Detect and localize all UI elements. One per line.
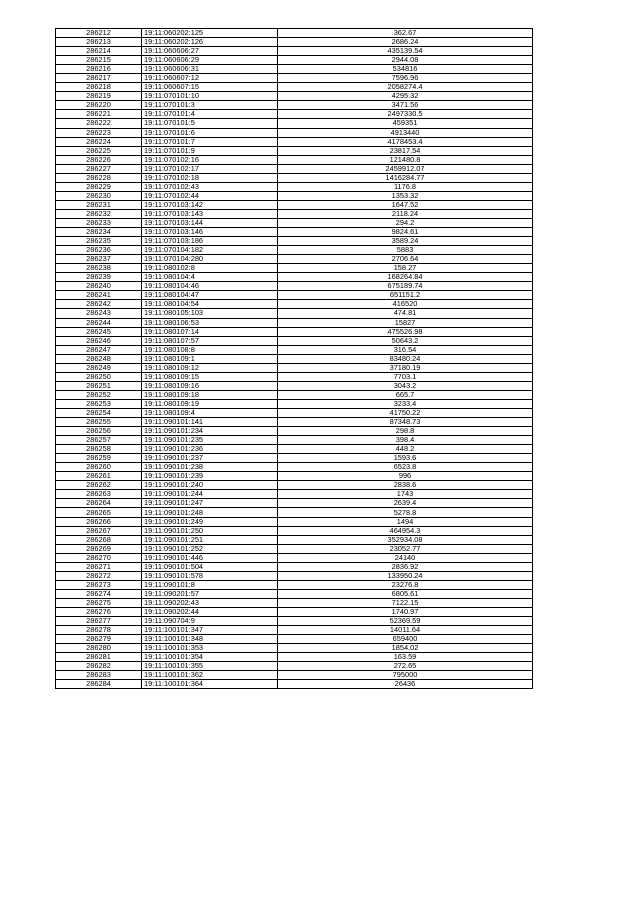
cadastral-number-cell: 19:11:090101:238 — [142, 463, 278, 472]
cadastral-number-cell: 19:11:090101:248 — [142, 508, 278, 517]
value-cell: 14011.64 — [278, 626, 533, 635]
table-row — [56, 273, 533, 282]
value-cell: 163.59 — [278, 653, 533, 662]
value-cell: 3589.24 — [278, 237, 533, 246]
cadastral-number-cell: 19:11:090101:8 — [142, 580, 278, 589]
value-cell: 5883 — [278, 246, 533, 255]
table-row — [56, 65, 533, 74]
row-id-cell: 286245 — [56, 327, 142, 336]
value-cell: 2838.6 — [278, 481, 533, 490]
value-cell: 5278.8 — [278, 508, 533, 517]
row-id-cell: 286253 — [56, 399, 142, 408]
cadastral-number-cell: 19:11:070103:186 — [142, 237, 278, 246]
row-id-cell: 286233 — [56, 218, 142, 227]
cadastral-number-cell: 19:11:090101:578 — [142, 571, 278, 580]
cadastral-number-cell: 19:11:100101:362 — [142, 671, 278, 680]
row-id-cell: 286275 — [56, 598, 142, 607]
table-row — [56, 237, 533, 246]
value-cell: 2118.24 — [278, 209, 533, 218]
table-row — [56, 608, 533, 617]
cadastral-number-cell: 19:11:070101:9 — [142, 146, 278, 155]
value-cell: 24140 — [278, 553, 533, 562]
cadastral-number-cell: 19:11:070103:142 — [142, 200, 278, 209]
row-id-cell: 286280 — [56, 644, 142, 653]
table-row — [56, 589, 533, 598]
table-row — [56, 128, 533, 137]
value-cell: 7703.1 — [278, 372, 533, 381]
row-id-cell: 286222 — [56, 119, 142, 128]
row-id-cell: 286235 — [56, 237, 142, 246]
row-id-cell: 286250 — [56, 372, 142, 381]
table-row — [56, 246, 533, 255]
table-row — [56, 372, 533, 381]
table-row — [56, 644, 533, 653]
table-row — [56, 499, 533, 508]
value-cell: 2706.64 — [278, 255, 533, 264]
row-id-cell: 286281 — [56, 653, 142, 662]
value-cell: 659400 — [278, 635, 533, 644]
cadastral-number-cell: 19:11:100101:347 — [142, 626, 278, 635]
cadastral-number-cell: 19:11:070101:7 — [142, 137, 278, 146]
row-id-cell: 286220 — [56, 101, 142, 110]
row-id-cell: 286267 — [56, 526, 142, 535]
table-row — [56, 381, 533, 390]
table-row — [56, 408, 533, 417]
row-id-cell: 286273 — [56, 580, 142, 589]
value-cell: 4295.32 — [278, 92, 533, 101]
value-cell: 2686.24 — [278, 38, 533, 47]
cadastral-number-cell: 19:11:090101:504 — [142, 562, 278, 571]
table-row — [56, 680, 533, 689]
cadastral-number-cell: 19:11:080109:12 — [142, 363, 278, 372]
row-id-cell: 286251 — [56, 381, 142, 390]
row-id-cell: 286256 — [56, 427, 142, 436]
table-row — [56, 427, 533, 436]
value-cell: 133950.24 — [278, 571, 533, 580]
row-id-cell: 286231 — [56, 200, 142, 209]
cadastral-number-cell: 19:11:080108:8 — [142, 345, 278, 354]
row-id-cell: 286247 — [56, 345, 142, 354]
value-cell: 7122.15 — [278, 598, 533, 607]
table-row — [56, 38, 533, 47]
cadastral-number-cell: 19:11:090101:250 — [142, 526, 278, 535]
row-id-cell: 286261 — [56, 472, 142, 481]
table-row — [56, 92, 533, 101]
cadastral-number-cell: 19:11:090101:446 — [142, 553, 278, 562]
cadastral-number-cell: 19:11:060607:15 — [142, 83, 278, 92]
table-row — [56, 508, 533, 517]
table-row — [56, 535, 533, 544]
table-row — [56, 56, 533, 65]
value-cell: 2058274.4 — [278, 83, 533, 92]
cadastral-number-cell: 19:11:070101:5 — [142, 119, 278, 128]
row-id-cell: 286260 — [56, 463, 142, 472]
cadastral-number-cell: 19:11:090101:240 — [142, 481, 278, 490]
value-cell: 475526.98 — [278, 327, 533, 336]
table-row — [56, 354, 533, 363]
table-row — [56, 309, 533, 318]
value-cell: 6805.61 — [278, 589, 533, 598]
value-cell: 996 — [278, 472, 533, 481]
cadastral-number-cell: 19:11:090101:235 — [142, 436, 278, 445]
cadastral-number-cell: 19:11:090704:9 — [142, 617, 278, 626]
value-cell: 1494 — [278, 517, 533, 526]
row-id-cell: 286254 — [56, 408, 142, 417]
value-cell: 435139.54 — [278, 47, 533, 56]
value-cell: 294.2 — [278, 218, 533, 227]
table-row — [56, 291, 533, 300]
value-cell: 1353.32 — [278, 191, 533, 200]
table-row — [56, 110, 533, 119]
cadastral-number-cell: 19:11:090202:44 — [142, 608, 278, 617]
cadastral-number-cell: 19:11:080107:14 — [142, 327, 278, 336]
cadastral-number-cell: 19:11:070102:44 — [142, 191, 278, 200]
table-row — [56, 526, 533, 535]
value-cell: 4913440 — [278, 128, 533, 137]
cadastral-number-cell: 19:11:080106:53 — [142, 318, 278, 327]
value-cell: 9824.61 — [278, 228, 533, 237]
value-cell: 2639.4 — [278, 499, 533, 508]
row-id-cell: 286249 — [56, 363, 142, 372]
table-row — [56, 580, 533, 589]
table-row — [56, 598, 533, 607]
table-row — [56, 617, 533, 626]
value-cell: 1176.8 — [278, 182, 533, 191]
table-row — [56, 445, 533, 454]
row-id-cell: 286271 — [56, 562, 142, 571]
table-row — [56, 390, 533, 399]
table-row — [56, 29, 533, 38]
value-cell: 7596.96 — [278, 74, 533, 83]
row-id-cell: 286227 — [56, 164, 142, 173]
cadastral-number-cell: 19:11:090101:249 — [142, 517, 278, 526]
value-cell: 398.4 — [278, 436, 533, 445]
cadastral-number-cell: 19:11:060606:27 — [142, 47, 278, 56]
table-row — [56, 155, 533, 164]
value-cell: 158.27 — [278, 264, 533, 273]
value-cell: 23817.54 — [278, 146, 533, 155]
cadastral-number-cell: 19:11:070101:3 — [142, 101, 278, 110]
cadastral-number-cell: 19:11:080102:8 — [142, 264, 278, 273]
row-id-cell: 286263 — [56, 490, 142, 499]
table-body — [56, 29, 533, 689]
value-cell: 795000 — [278, 671, 533, 680]
value-cell: 1647.52 — [278, 200, 533, 209]
table-row — [56, 399, 533, 408]
row-id-cell: 286238 — [56, 264, 142, 273]
table-row — [56, 146, 533, 155]
row-id-cell: 286265 — [56, 508, 142, 517]
cadastral-number-cell: 19:11:090202:43 — [142, 598, 278, 607]
cadastral-number-cell: 19:11:080104:46 — [142, 282, 278, 291]
row-id-cell: 286257 — [56, 436, 142, 445]
row-id-cell: 286279 — [56, 635, 142, 644]
row-id-cell: 286224 — [56, 137, 142, 146]
row-id-cell: 286228 — [56, 173, 142, 182]
cadastral-number-cell: 19:11:090101:244 — [142, 490, 278, 499]
value-cell: 362.67 — [278, 29, 533, 38]
cadastral-number-cell: 19:11:070103:144 — [142, 218, 278, 227]
value-cell: 448.2 — [278, 445, 533, 454]
data-table — [55, 28, 533, 689]
cadastral-number-cell: 19:11:080109:15 — [142, 372, 278, 381]
table-row — [56, 255, 533, 264]
table-row — [56, 137, 533, 146]
value-cell: 534816 — [278, 65, 533, 74]
row-id-cell: 286276 — [56, 608, 142, 617]
table-row — [56, 173, 533, 182]
row-id-cell: 286225 — [56, 146, 142, 155]
row-id-cell: 286242 — [56, 300, 142, 309]
value-cell: 272.65 — [278, 662, 533, 671]
value-cell: 2497330.5 — [278, 110, 533, 119]
cadastral-number-cell: 19:11:070101:10 — [142, 92, 278, 101]
cadastral-number-cell: 19:11:090101:251 — [142, 535, 278, 544]
cadastral-number-cell: 19:11:080104:54 — [142, 300, 278, 309]
value-cell: 3471.56 — [278, 101, 533, 110]
cadastral-number-cell: 19:11:070102:43 — [142, 182, 278, 191]
value-cell: 2459912.07 — [278, 164, 533, 173]
cadastral-number-cell: 19:11:080109:1 — [142, 354, 278, 363]
row-id-cell: 286248 — [56, 354, 142, 363]
table-row — [56, 544, 533, 553]
table-row — [56, 345, 533, 354]
cadastral-number-cell: 19:11:090201:57 — [142, 589, 278, 598]
value-cell: 15827 — [278, 318, 533, 327]
table-row — [56, 47, 533, 56]
table-row — [56, 481, 533, 490]
table-row — [56, 327, 533, 336]
row-id-cell: 286268 — [56, 535, 142, 544]
row-id-cell: 286229 — [56, 182, 142, 191]
row-id-cell: 286266 — [56, 517, 142, 526]
cadastral-number-cell: 19:11:080104:4 — [142, 273, 278, 282]
value-cell: 26436 — [278, 680, 533, 689]
cadastral-number-cell: 19:11:090101:247 — [142, 499, 278, 508]
table-row — [56, 562, 533, 571]
table-row — [56, 74, 533, 83]
value-cell: 2944.08 — [278, 56, 533, 65]
row-id-cell: 286218 — [56, 83, 142, 92]
cadastral-number-cell: 19:11:100101:354 — [142, 653, 278, 662]
cadastral-number-cell: 19:11:100101:355 — [142, 662, 278, 671]
table-row — [56, 300, 533, 309]
table-row — [56, 101, 533, 110]
row-id-cell: 286258 — [56, 445, 142, 454]
cadastral-number-cell: 19:11:060606:29 — [142, 56, 278, 65]
row-id-cell: 286264 — [56, 499, 142, 508]
table-row — [56, 671, 533, 680]
cadastral-number-cell: 19:11:080105:103 — [142, 309, 278, 318]
value-cell: 416520 — [278, 300, 533, 309]
row-id-cell: 286243 — [56, 309, 142, 318]
value-cell: 87348.73 — [278, 418, 533, 427]
table-row — [56, 182, 533, 191]
value-cell: 3233.4 — [278, 399, 533, 408]
table-row — [56, 318, 533, 327]
value-cell: 459351 — [278, 119, 533, 128]
row-id-cell: 286277 — [56, 617, 142, 626]
cadastral-number-cell: 19:11:080109:19 — [142, 399, 278, 408]
row-id-cell: 286237 — [56, 255, 142, 264]
value-cell: 675189.74 — [278, 282, 533, 291]
cadastral-number-cell: 19:11:060606:31 — [142, 65, 278, 74]
row-id-cell: 286283 — [56, 671, 142, 680]
value-cell: 1593.6 — [278, 454, 533, 463]
table-row — [56, 164, 533, 173]
cadastral-number-cell: 19:11:070103:146 — [142, 228, 278, 237]
row-id-cell: 286214 — [56, 47, 142, 56]
table-row — [56, 336, 533, 345]
cadastral-number-cell: 19:11:080104:47 — [142, 291, 278, 300]
row-id-cell: 286216 — [56, 65, 142, 74]
table-row — [56, 553, 533, 562]
row-id-cell: 286219 — [56, 92, 142, 101]
value-cell: 23276.8 — [278, 580, 533, 589]
row-id-cell: 286278 — [56, 626, 142, 635]
value-cell: 168264.84 — [278, 273, 533, 282]
value-cell: 298.8 — [278, 427, 533, 436]
table-row — [56, 83, 533, 92]
row-id-cell: 286212 — [56, 29, 142, 38]
cadastral-number-cell: 19:11:080109:16 — [142, 381, 278, 390]
row-id-cell: 286240 — [56, 282, 142, 291]
cadastral-number-cell: 19:11:090101:141 — [142, 418, 278, 427]
cadastral-number-cell: 19:11:080109:18 — [142, 390, 278, 399]
table-row — [56, 463, 533, 472]
row-id-cell: 286246 — [56, 336, 142, 345]
row-id-cell: 286226 — [56, 155, 142, 164]
value-cell: 50643.2 — [278, 336, 533, 345]
table-row — [56, 418, 533, 427]
value-cell: 2836.92 — [278, 562, 533, 571]
table-row — [56, 436, 533, 445]
table-row — [56, 517, 533, 526]
cadastral-number-cell: 19:11:080107:57 — [142, 336, 278, 345]
table-row — [56, 209, 533, 218]
row-id-cell: 286284 — [56, 680, 142, 689]
value-cell: 41750.22 — [278, 408, 533, 417]
cadastral-number-cell: 19:11:070101:4 — [142, 110, 278, 119]
value-cell: 52369.59 — [278, 617, 533, 626]
row-id-cell: 286269 — [56, 544, 142, 553]
value-cell: 121480.8 — [278, 155, 533, 164]
row-id-cell: 286252 — [56, 390, 142, 399]
cadastral-number-cell: 19:11:100101:348 — [142, 635, 278, 644]
cadastral-number-cell: 19:11:070103:143 — [142, 209, 278, 218]
row-id-cell: 286230 — [56, 191, 142, 200]
table-row — [56, 200, 533, 209]
cadastral-number-cell: 19:11:060202:125 — [142, 29, 278, 38]
row-id-cell: 286232 — [56, 209, 142, 218]
value-cell: 37180.19 — [278, 363, 533, 372]
row-id-cell: 286236 — [56, 246, 142, 255]
value-cell: 316.54 — [278, 345, 533, 354]
cadastral-number-cell: 19:11:070101:6 — [142, 128, 278, 137]
cadastral-number-cell: 19:11:070104:280 — [142, 255, 278, 264]
value-cell: 23052.77 — [278, 544, 533, 553]
value-cell: 6523.8 — [278, 463, 533, 472]
row-id-cell: 286262 — [56, 481, 142, 490]
value-cell: 352934.08 — [278, 535, 533, 544]
cadastral-number-cell: 19:11:060202:126 — [142, 38, 278, 47]
table-row — [56, 228, 533, 237]
value-cell: 665.7 — [278, 390, 533, 399]
row-id-cell: 286213 — [56, 38, 142, 47]
cadastral-number-cell: 19:11:070102:17 — [142, 164, 278, 173]
cadastral-number-cell: 19:11:070104:182 — [142, 246, 278, 255]
row-id-cell: 286270 — [56, 553, 142, 562]
value-cell: 1740.97 — [278, 608, 533, 617]
row-id-cell: 286241 — [56, 291, 142, 300]
table-row — [56, 282, 533, 291]
value-cell: 3043.2 — [278, 381, 533, 390]
table-row — [56, 454, 533, 463]
row-id-cell: 286239 — [56, 273, 142, 282]
value-cell: 464954.3 — [278, 526, 533, 535]
cadastral-number-cell: 19:11:070102:16 — [142, 155, 278, 164]
row-id-cell: 286215 — [56, 56, 142, 65]
value-cell: 1416284.77 — [278, 173, 533, 182]
row-id-cell: 286244 — [56, 318, 142, 327]
value-cell: 83480.24 — [278, 354, 533, 363]
table-row — [56, 472, 533, 481]
row-id-cell: 286272 — [56, 571, 142, 580]
table-row — [56, 191, 533, 200]
cadastral-number-cell: 19:11:060607:12 — [142, 74, 278, 83]
value-cell: 1854.02 — [278, 644, 533, 653]
row-id-cell: 286217 — [56, 74, 142, 83]
row-id-cell: 286255 — [56, 418, 142, 427]
cadastral-number-cell: 19:11:090101:234 — [142, 427, 278, 436]
value-cell: 651151.2 — [278, 291, 533, 300]
cadastral-number-cell: 19:11:090101:236 — [142, 445, 278, 454]
row-id-cell: 286234 — [56, 228, 142, 237]
row-id-cell: 286282 — [56, 662, 142, 671]
table-row — [56, 490, 533, 499]
value-cell: 4178453.4 — [278, 137, 533, 146]
row-id-cell: 286274 — [56, 589, 142, 598]
table-row — [56, 626, 533, 635]
table-row — [56, 635, 533, 644]
table-row — [56, 119, 533, 128]
row-id-cell: 286259 — [56, 454, 142, 463]
table-row — [56, 264, 533, 273]
table-row — [56, 571, 533, 580]
cadastral-number-cell: 19:11:080109:4 — [142, 408, 278, 417]
cadastral-number-cell: 19:11:090101:239 — [142, 472, 278, 481]
cadastral-number-cell: 19:11:070102:18 — [142, 173, 278, 182]
row-id-cell: 286223 — [56, 128, 142, 137]
row-id-cell: 286221 — [56, 110, 142, 119]
cadastral-number-cell: 19:11:090101:237 — [142, 454, 278, 463]
cadastral-number-cell: 19:11:100101:364 — [142, 680, 278, 689]
value-cell: 474.81 — [278, 309, 533, 318]
cadastral-number-cell: 19:11:100101:353 — [142, 644, 278, 653]
table-row — [56, 662, 533, 671]
table-row — [56, 653, 533, 662]
table-row — [56, 218, 533, 227]
table-row — [56, 363, 533, 372]
value-cell: 1743 — [278, 490, 533, 499]
cadastral-number-cell: 19:11:090101:252 — [142, 544, 278, 553]
